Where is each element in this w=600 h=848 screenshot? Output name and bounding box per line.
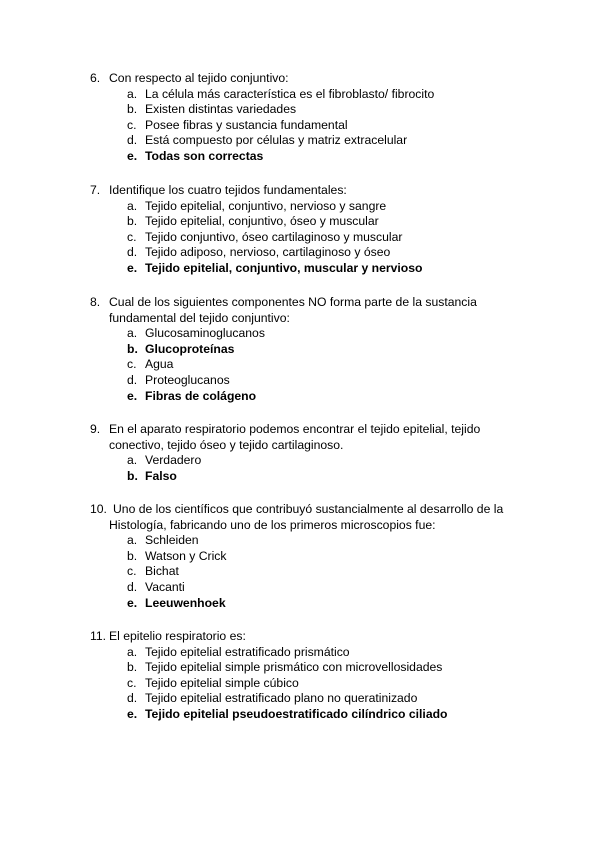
option-b (90, 469, 520, 485)
option-text: Tejido epitelial estratificado prismático (145, 644, 350, 659)
question-line (90, 502, 520, 518)
option-letter: d. (127, 691, 138, 706)
question-text: Con respecto al tejido conjuntivo: (109, 71, 289, 85)
question-text: Histología, fabricando uno de los primeros microscopios fue: (109, 517, 436, 532)
question-line-continued (90, 311, 520, 327)
question-10 (90, 502, 520, 611)
option-b (90, 342, 520, 358)
option-text: Glucosaminoglucanos (145, 326, 265, 341)
question-line (90, 629, 520, 645)
option-text: Posee fibras y sustancia fundamental (145, 117, 348, 132)
option-letter: d. (127, 245, 138, 260)
option-text: Tejido epitelial, conjuntivo, nervioso y sangre (145, 198, 387, 213)
question-line (90, 295, 520, 311)
option-letter: b. (127, 341, 138, 356)
option-e (90, 389, 520, 405)
option-c (90, 676, 520, 692)
question-6 (90, 71, 520, 165)
question-number: 7. (90, 183, 101, 197)
option-e (90, 596, 520, 612)
question-number: 11. (90, 629, 107, 643)
question-8 (90, 295, 520, 404)
option-d (90, 691, 520, 707)
option-text: Watson y Crick (145, 548, 227, 563)
option-letter: e. (127, 260, 138, 275)
option-letter: b. (127, 468, 138, 483)
option-text: La célula más característica es el fibroblasto/ fibrocito (145, 86, 435, 101)
option-letter: d. (127, 133, 138, 148)
option-text: Proteoglucanos (145, 372, 230, 387)
option-b (90, 549, 520, 565)
option-text: Bichat (145, 564, 179, 579)
option-text: Fibras de colágeno (145, 388, 257, 403)
option-letter: a. (127, 644, 138, 659)
option-text: Glucoproteínas (145, 341, 235, 356)
question-text: El epitelio respiratorio es: (109, 629, 246, 643)
option-letter: b. (127, 214, 138, 229)
option-text: Schleiden (145, 533, 199, 548)
option-text: Tejido adiposo, nervioso, cartilaginoso y óseo (145, 245, 391, 260)
option-letter: d. (127, 372, 138, 387)
option-a (90, 645, 520, 661)
option-c (90, 564, 520, 580)
option-text: Todas son correctas (145, 148, 264, 163)
option-letter: a. (127, 533, 138, 548)
question-9 (90, 422, 520, 484)
question-text: conectivo, tejido óseo y tejido cartilaginoso. (109, 437, 344, 452)
option-text: Leeuwenhoek (145, 595, 226, 610)
option-text: Tejido epitelial pseudoestratificado cilíndrico ciliado (145, 706, 448, 721)
option-text: Tejido epitelial, conjuntivo, muscular y nervioso (145, 260, 423, 275)
option-text: Tejido conjuntivo, óseo cartilaginoso y muscular (145, 229, 403, 244)
question-line-continued (90, 438, 520, 454)
option-letter: e. (127, 388, 138, 403)
question-line-continued (90, 518, 520, 534)
option-text: Agua (145, 357, 174, 372)
option-a (90, 199, 520, 215)
option-letter: b. (127, 102, 138, 117)
option-letter: e. (127, 706, 138, 721)
option-letter: b. (127, 548, 138, 563)
option-d (90, 133, 520, 149)
option-letter: c. (127, 564, 137, 579)
question-11 (90, 629, 520, 723)
question-line (90, 422, 520, 438)
question-text: Uno de los científicos que contribuyó sustancialmente al desarrollo de la (113, 502, 504, 516)
option-b (90, 660, 520, 676)
option-c (90, 118, 520, 134)
question-text: En el aparato respiratorio podemos encontrar el tejido epitelial, tejido (109, 422, 481, 436)
question-text: Identifique los cuatro tejidos fundamentales: (109, 183, 347, 197)
question-number: 6. (90, 71, 101, 85)
question-text: fundamental del tejido conjuntivo: (109, 310, 290, 325)
option-d (90, 580, 520, 596)
option-letter: c. (127, 675, 137, 690)
option-text: Está compuesto por células y matriz extracelular (145, 133, 408, 148)
option-text: Verdadero (145, 453, 202, 468)
option-a (90, 326, 520, 342)
option-e (90, 707, 520, 723)
option-c (90, 230, 520, 246)
option-a (90, 453, 520, 469)
question-text: Cual de los siguientes componentes NO forma parte de la sustancia (109, 295, 477, 309)
question-number: 10. (90, 502, 107, 516)
option-b (90, 214, 520, 230)
option-letter: a. (127, 326, 138, 341)
option-c (90, 357, 520, 373)
option-letter: a. (127, 453, 138, 468)
option-letter: b. (127, 660, 138, 675)
option-text: Falso (145, 468, 177, 483)
option-e (90, 261, 520, 277)
option-letter: e. (127, 148, 138, 163)
question-line (90, 183, 520, 199)
option-text: Tejido epitelial simple cúbico (145, 675, 299, 690)
option-text: Existen distintas variedades (145, 102, 297, 117)
option-text: Tejido epitelial, conjuntivo, óseo y muscular (145, 214, 379, 229)
option-text: Tejido epitelial simple prismático con microvellosidades (145, 660, 443, 675)
option-a (90, 87, 520, 103)
option-letter: a. (127, 86, 138, 101)
question-number: 8. (90, 295, 101, 309)
question-7 (90, 183, 520, 277)
option-d (90, 245, 520, 261)
question-line (90, 71, 520, 87)
option-letter: a. (127, 198, 138, 213)
option-letter: c. (127, 117, 137, 132)
option-letter: c. (127, 229, 137, 244)
option-text: Vacanti (145, 579, 185, 594)
option-d (90, 373, 520, 389)
option-a (90, 533, 520, 549)
option-b (90, 102, 520, 118)
option-text: Tejido epitelial estratificado plano no queratinizado (145, 691, 418, 706)
option-letter: c. (127, 357, 137, 372)
option-letter: e. (127, 595, 138, 610)
option-letter: d. (127, 579, 138, 594)
option-e (90, 149, 520, 165)
question-number: 9. (90, 422, 101, 436)
